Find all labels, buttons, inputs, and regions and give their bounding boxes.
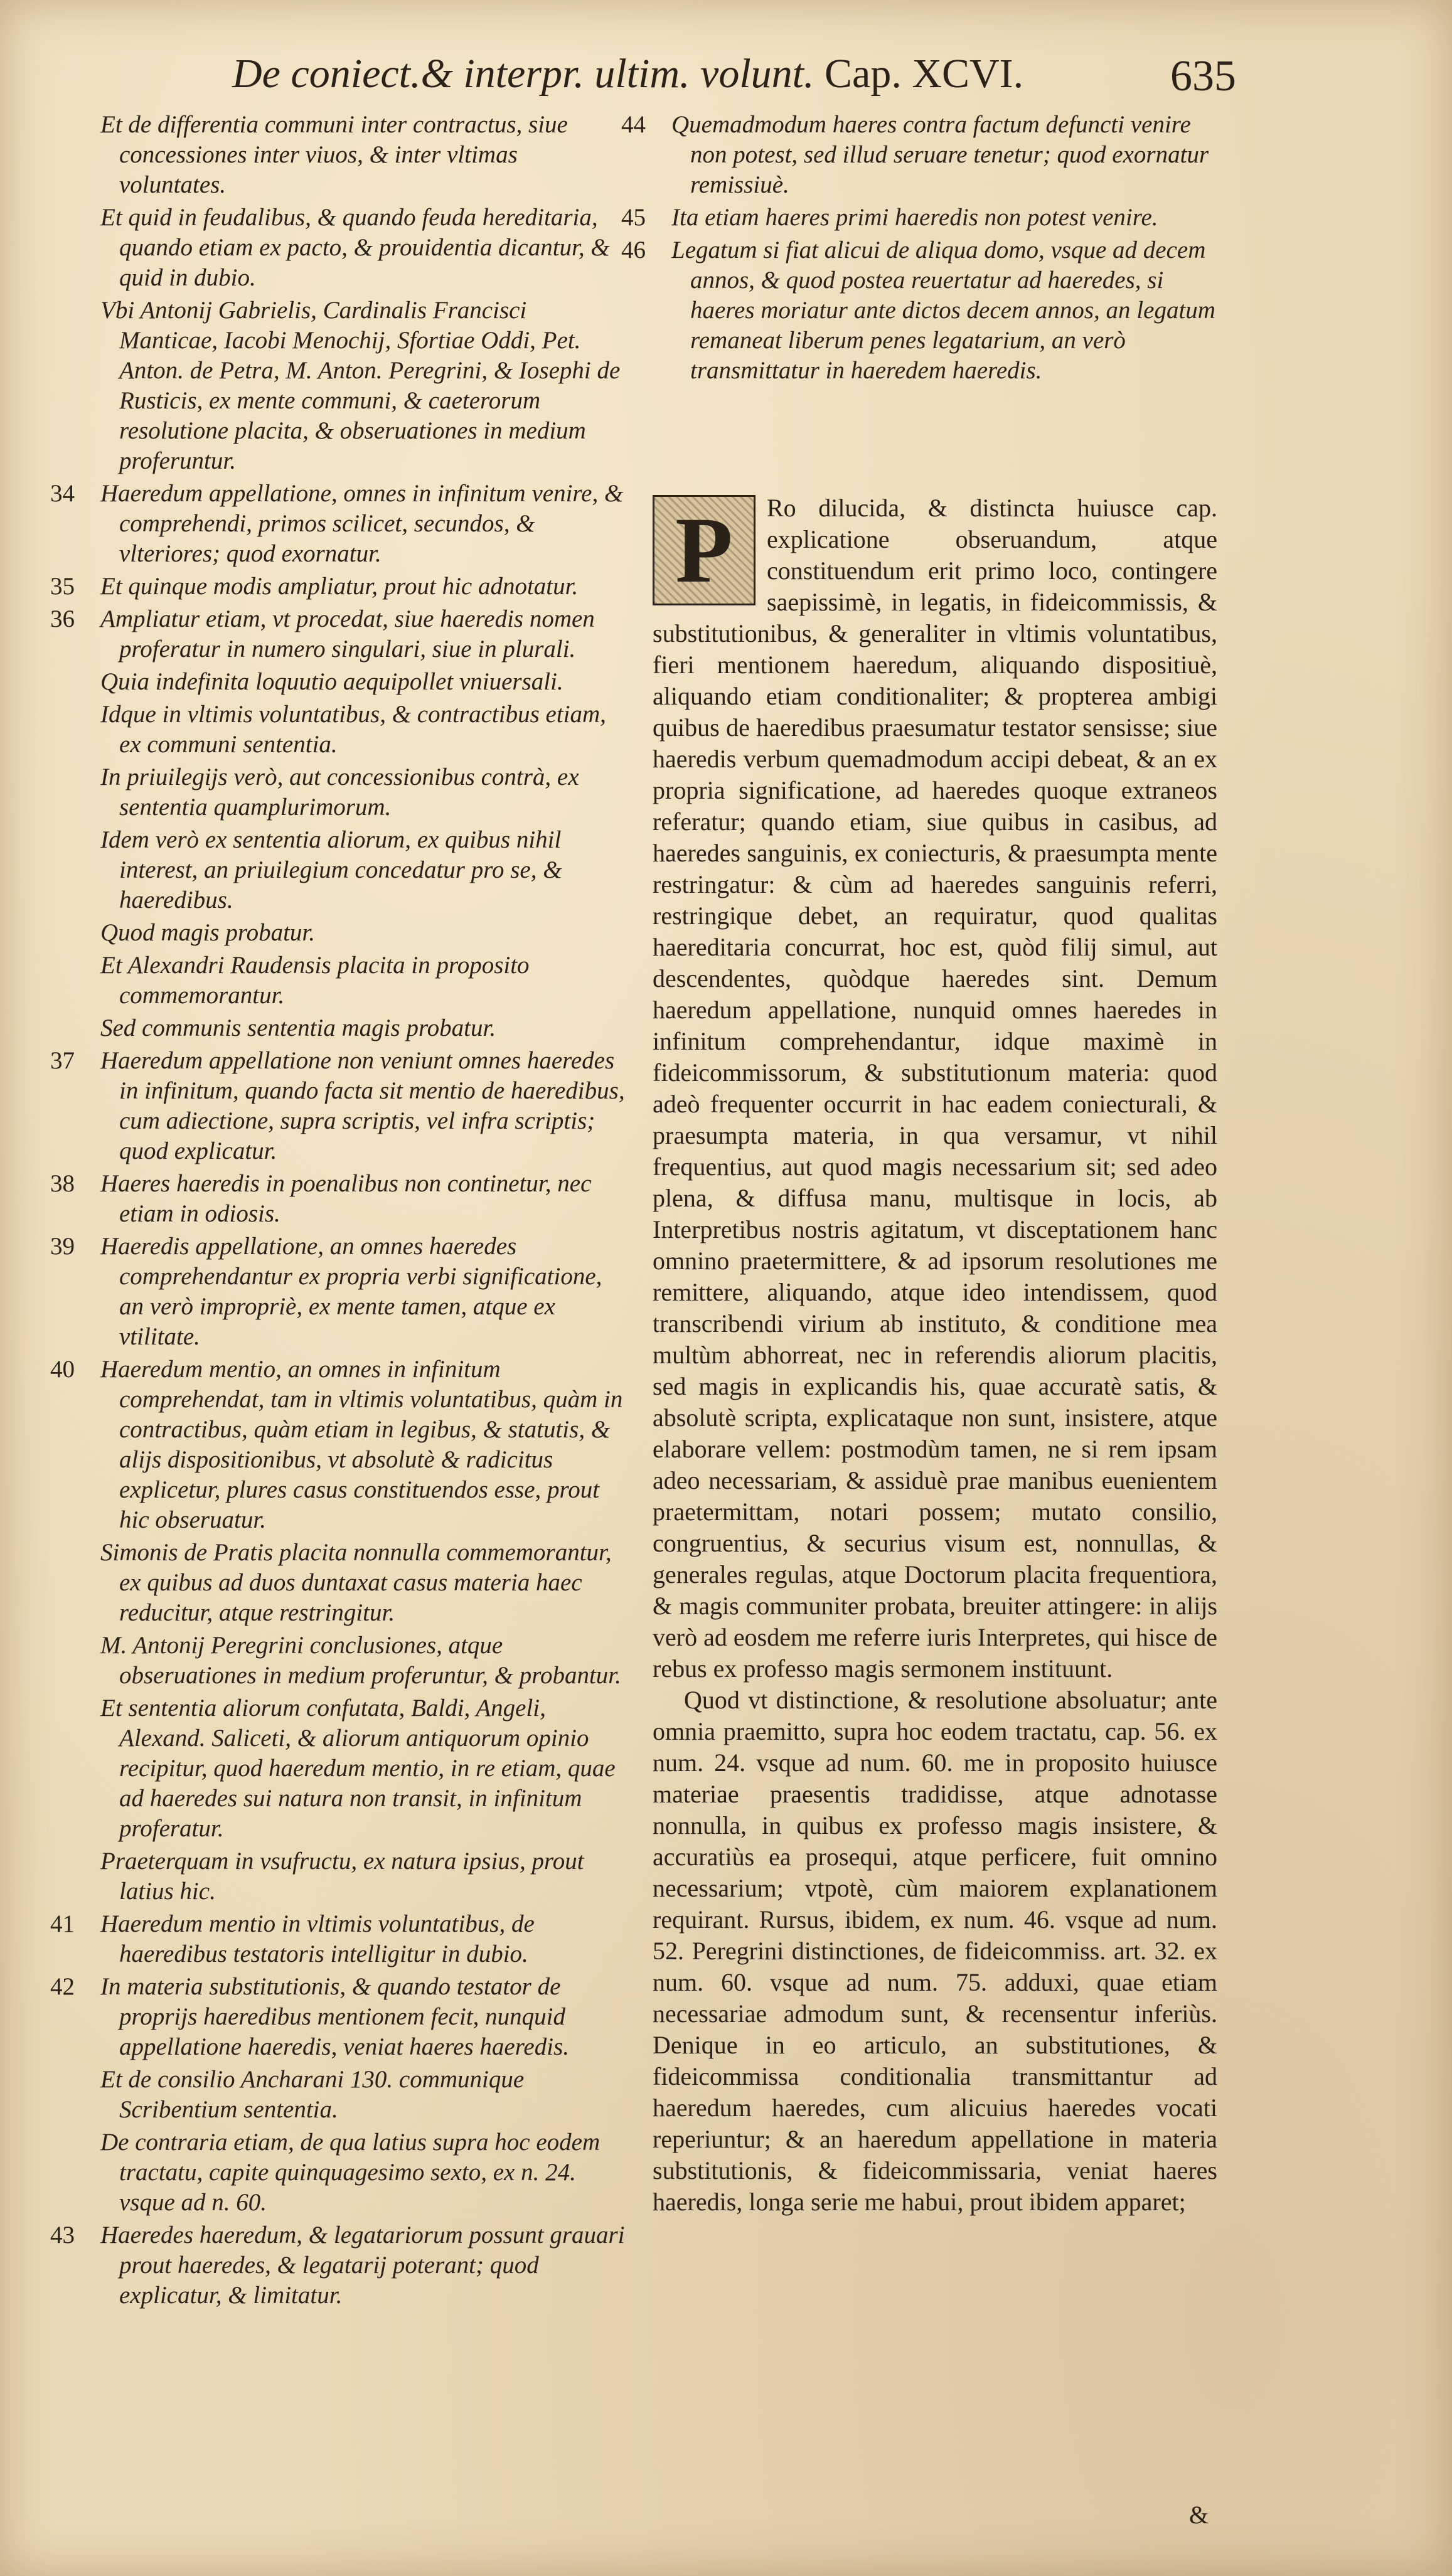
entry-text: De contraria etiam, de qua latius supra hoc eodem tractatu, capite quinquagesimo sexto, ex n. 24. vsque ad n. 60. [100,2129,601,2216]
page-number: 635 [1170,52,1236,100]
summary-entry [82,918,627,948]
entry-text: Et quid in feudalibus, & quando feuda hereditaria, quando etiam ex pacto, & prouidentia dicantur, & quid in dubio. [100,204,610,291]
entry-text: Vbi Antonij Gabrielis, Cardinalis Francisci Manticae, Iacobi Menochij, Sfortiae Oddi, Pet. Anton. de Petra, M. Anton. Peregrini, & Iosephi de Rusticis, ex mente communi, & caeterorum resolutione placita, & obseruationes in medium proferuntur. [100,297,621,474]
summary-entry [621,203,1217,233]
body-text [653,492,1217,2218]
body-paragraph-1: P Ro dilucida, & distincta huiusce cap. explicatione obseruandum, atque constituendum erit primo loco, contingere saepissimè, in legatis, in fideicommissis, & substitutionibus, & generaliter in vltimis voluntatibus, fieri mentionem haeredum, aliquando dispositiuè, aliquando etiam conditionaliter; & propterea ambigi quibus de haeredibus praesumatur testator sensisse; siue haeredis verbum quemadmodum accipi debeat, & an ex propria significatione, ad haeredes quoque extraneos referatur; quando etiam, siue quibus in casibus, ad haeredes sanguinis, ex coniecturis, & praesumpta mente restringatur: & cùm ad haeredes sanguinis referri, restringique debet, an requiratur, quod qualitas haereditaria concurrat, hoc est, quòd filij simul, aut descendentes, quòdque haeredes sint. Demum haeredum appellatione, nunquid omnes haeredes in infinitum comprehendantur, idque maximè in fideicommissorum, & substitutionum materia: quod adeò frequenter occurrit in hac eadem coniecturali, & praesumpta materia, in qua versamur, vt nihil frequentius, aut quod magis necessarium sit; sed adeo plena, & diffusa manu, multisque in locis, ab Interpretibus nostris agitatum, vt disceptationem hanc omnino praetermittere, & ad ipsorum resolutiones me remittere, aliquando, atque ideo intendissem, quod transcribendi virium ab instituto, & conditione mea multùm abhorreat, nec in referendis aliorum placitis, sed magis in explicandis his, quae accuratè satis, & absolutè scripta, explicataque non sunt, insistere, atque elaborare vellem: postmodùm tamen, ne si rem ipsam adeo necessariam, & assiduè prae manibus euenientem praetermittam, notari possem; mutato consilio, congruentius, & securius visum est, nonnullas, & generales regulas, atque Doctorum placita frequentiora, & magis communiter probata, breuiter attingere: in alijs verò ad eosdem me referre iuris Interpretes, qui hisce de rebus ex professo magis sermonem instituunt. [653,494,1217,1683]
entry-text: Haeres haeredis in poenalibus non continetur, nec etiam in odiosis. [100,1170,592,1227]
summary-entry [82,295,627,476]
entry-number: 35 [50,573,75,600]
entry-number: 41 [50,1910,75,1937]
summary-entry [50,1909,627,1969]
entry-text: Et quinque modis ampliatur, prout hic adnotatur. [100,573,579,600]
entry-text: Et de consilio Ancharani 130. communique Scribentium sententia. [100,2066,525,2123]
entry-text: In materia substitutionis, & quando testator de proprijs haeredibus mentionem fecit, nunquid appellatione haeredis, veniat haeres haeredis. [100,1973,570,2060]
summary-entry [82,667,627,697]
entry-number: 34 [50,480,75,507]
summary-entry [50,1232,627,1352]
entry-text: Haeredis appellatione, an omnes haeredes comprehendantur ex propria verbi significatione, an verò impropriè, ex mente tamen, atque ex vtilitate. [100,1233,602,1350]
summary-entry [50,1046,627,1166]
entry-number: 44 [621,111,646,138]
entry-text: In priuilegijs verò, aut concessionibus contrà, ex sententia quamplurimorum. [100,764,579,821]
running-head-title: De coniect.& interpr. ultim. volunt. [232,51,814,97]
summary-entry [82,2127,627,2218]
entry-text: Ita etiam haeres primi haeredis non potest venire. [671,204,1158,231]
summary-entry [82,825,627,915]
entry-text: Ampliatur etiam, vt procedat, siue haeredis nomen proferatur in numero singulari, siue in plurali. [100,605,595,663]
entry-text: Haeredum mentio in vltimis voluntatibus, de haeredibus testatoris intelligitur in dubio. [100,1910,535,1967]
entry-text: Quemadmodum haeres contra factum defuncti venire non potest, sed illud seruare tenetur; quod exornatur remissiuè. [671,111,1209,198]
summary-entry [50,1355,627,1535]
summary-entry [82,1846,627,1907]
summary-entry [82,762,627,822]
entry-text: Et sententia aliorum confutata, Baldi, Angeli, Alexand. Saliceti, & aliorum antiquorum opinio recipitur, quod haeredum mentio, in re etiam, quae ad haeredes sui natura non transit, in infinitum proferatur. [100,1695,616,1842]
decorated-initial: P [653,495,755,605]
entry-text: Praeterquam in vsufructu, ex natura ipsius, prout latius hic. [100,1848,584,1905]
summary-entry [50,2220,627,2311]
entry-text: Haeredes haeredum, & legatariorum possunt grauari prout haeredes, & legatarij poterant; quod explicatur, & limitatur. [100,2222,625,2309]
entry-text: Idque in vltimis voluntatibus, & contractibus etiam, ex communi sententia. [100,701,606,758]
summary-entry [621,235,1217,386]
entry-text: Quia indefinita loquutio aequipollet vniuersali. [100,668,563,695]
entry-number: 38 [50,1170,75,1197]
entry-text: Sed communis sententia magis probatur. [100,1014,496,1041]
entry-text: Quod magis probatur. [100,919,316,946]
entry-number: 46 [621,237,646,263]
entry-text: Simonis de Pratis placita nonnulla commemorantur, ex quibus ad duos duntaxat casus materia haec reducitur, atque restringitur. [100,1539,612,1626]
entry-text: Et de differentia communi inter contractus, siue concessiones inter viuos, & inter vltimas voluntates. [100,111,568,198]
running-head [232,50,1217,119]
entry-number: 45 [621,204,646,231]
summary-entry [82,1538,627,1628]
summary-entry [50,1169,627,1229]
entry-text: Haeredum mentio, an omnes in infinitum comprehendat, tam in vltimis voluntatibus, quàm in contractibus, quàm etiam in legibus, & statutis, & alijs dispositionibus, vt absolutè & radicitus explicetur, plures casus constituendos esse, prout hic obseruatur. [100,1356,623,1533]
entry-number: 42 [50,1973,75,2000]
summary-entry [82,110,627,200]
summary-entry [50,1972,627,2062]
summary-entry [82,950,627,1011]
entry-number: 40 [50,1356,75,1383]
entry-text: Haeredum appellatione, omnes in infinitum venire, & comprehendi, primos scilicet, secundos, & vlteriores; quod exornatur. [100,480,624,567]
entry-text: Haeredum appellatione non veniunt omnes haeredes in infinitum, quando facta sit mentio de haeredibus, cum adiectione, supra scriptis, vel infra scriptis; quod explicatur. [100,1047,625,1164]
entry-text: Idem verò ex sententia aliorum, ex quibus nihil interest, an priuilegium concedatur pro se, & haeredibus. [100,826,562,913]
summary-entry [621,110,1217,200]
summary-entry [82,1013,627,1043]
catchword: & [1189,2501,1209,2529]
summary-entry [82,2065,627,2125]
summary-entry [50,479,627,569]
running-head-chapter: Cap. XCVI. [825,51,1024,97]
summary-entry [82,700,627,760]
entry-number: 36 [50,605,75,632]
entry-text: Et Alexandri Raudensis placita in proposito commemorantur. [100,952,530,1009]
summary-entry [82,1693,627,1844]
entry-text: M. Antonij Peregrini conclusiones, atque obseruationes in medium proferuntur, & probantur. [100,1632,621,1689]
entry-number: 37 [50,1047,75,1074]
summary-entry [50,604,627,664]
summary-entry [82,203,627,293]
summary-entry [82,1631,627,1691]
body-paragraph-2: Quod vt distinctione, & resolutione absoluatur; ante omnia praemitto, supra hoc eodem tractatu, cap. 56. ex num. 24. vsque ad num. 60. me in proposito huiusce materiae praesentis tradidisse, atque adnotasse nonnulla, in quibus ex professo magis insistere, & accuratiùs ea prosequi, atque perficere, fuit omnino necessarium; vtpotè, cùm maiorem explanationem requirant. Rursus, ibidem, ex num. 46. vsque ad num. 52. Peregrini distinctiones, de fideicommiss. art. 32. ex num. 60. vsque ad num. 75. adduxi, quae etiam necessariae admodum sunt, & recensentur inferiùs. Denique in eo articulo, an substitutiones, & fideicommissa conditionalia transmittantur ad haeredum haeredes, cum alicuius haeredes vocati reperiuntur; & an haeredum appellatione in materia substitutionis, & fideicommissaria, veniat haeres haeredis, longa serie me habui, prout ibidem apparet; [653,1686,1217,2216]
entry-text: Legatum si fiat alicui de aliqua domo, vsque ad decem annos, & quod postea reuertatur ad haeredes, si haeres moriatur ante dictos decem annos, an legatum remaneat liberum penes legatarium, an verò transmittatur in haeredem haeredis. [671,237,1215,384]
entry-number: 39 [50,1233,75,1260]
summary-entry [50,572,627,602]
summary-right-column [621,110,1217,388]
summary-left-column [50,110,627,2313]
entry-number: 43 [50,2222,75,2249]
